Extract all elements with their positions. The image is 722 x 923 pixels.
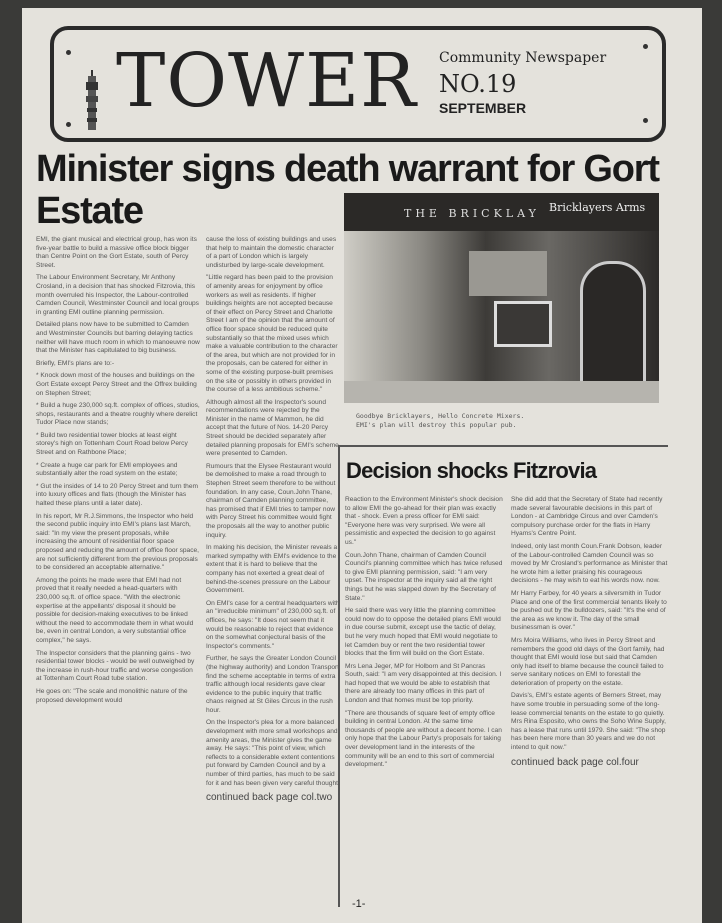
paragraph: The Inspector considers that the planning gains - two residential tower blocks - would be well outweighed by the increase in rush-hour traffic and worse congestion at Tottenham Court Road tube station.	[36, 649, 195, 683]
paragraph: "Little regard has been paid to the provision of amenity areas for enjoyment by office workers as well as residents. If higher buildings heights are not accepted because of their effect on Percy Street and Charlotte Street I am of the opinion that the amount of office floor space should be reduced quite substantially so that the mixed uses which make a valuable contribution to the character of the area, but which are not provided for in the proposals, can be catered for either in some of the existing purpose-built premises on the site or possibly in others provided in the course of a less ambitious scheme."	[206, 274, 338, 394]
pub-sign-left: THE BRICKLAY	[404, 207, 540, 220]
photo-caption	[356, 412, 524, 430]
pub-door	[580, 261, 646, 395]
paragraph: Detailed plans now have to be submitted to Camden and Westminster Councils but barring delaying tactics neither will have much room in which to manoeuvre now that the Minister has capitulated to big business.	[36, 321, 200, 355]
caption-line: Goodbye Bricklayers, Hello Concrete Mixers.	[356, 412, 525, 420]
continued-note: continued back page col.two	[206, 792, 333, 804]
masthead-subtitle: Community Newspaper	[439, 50, 607, 66]
paragraph: Indeed, only last month Coun.Frank Dobson, leader of the Labour-controlled Camden Council was so moved by Mr Crosland's performance as Minister that he wrote him a letter praising his courageous decisions - he may wish to eat his words now. now.	[511, 542, 668, 585]
pub-window	[494, 301, 552, 347]
paragraph: cause the loss of existing buildings and uses that help to maintain the domestic character of a part of London which is largely undisturbed by large-scale development.	[206, 236, 337, 269]
paragraph: * Gut the insides of 14 to 20 Percy Street and turn them into luxury offices and flats (though the Minister has halted these plans until a later date).	[36, 482, 199, 508]
paragraph: He goes on: "The scale and monolithic nature of the proposed development would	[36, 687, 188, 704]
rivet-dot	[643, 44, 648, 49]
paragraph: Mr Harry Farbey, for 40 years a silversmith in Tudor Place and one of the first commercial tenants likely to be pushed out by the bulldozers, said: "It's the end of the area as we know it. The day of the small businessman is over."	[511, 589, 667, 632]
pub-sign-right: Bricklayers Arms	[549, 201, 646, 214]
paragraph: Although almost all the Inspector's sound recommendations were rejected by the Minister in the name of Mammon, he did accept that the future of Nos. 14-20 Percy Street should be decided separately after detailed planning proposals for EMI's scheme were presented to Camden.	[206, 398, 339, 458]
paragraph: In making his decision, the Minister reveals a marked sympathy with EMI's evidence to the extent that it is hard to believe that the company has not exerted a great deal of behind-the-scenes pressure on the Labour Government.	[206, 544, 338, 595]
caption-line: EMI's plan will destroy this popular pub.	[356, 421, 517, 429]
paragraph: EMI, the giant musical and electrical group, has won its five-year battle to build a massive office block bigger than Centre Point on the Gort Estate, south of Percy Street.	[36, 236, 197, 269]
paragraph: Briefly, EMI's plans are to:-	[36, 359, 115, 367]
paragraph: "There are thousands of square feet of empty office building in central London. At the same time thousands of people are without a decent home. I can only hope that the Labour Party's proposals for taking over development land in the interests of the community will be an end to this sort of commercial development."	[345, 709, 502, 769]
paragraph: Coun.John Thane, chairman of Camden Council Council's planning committee which has twice refused to give EMI planning permission, said: "I am very upset. The inspector at the inquiry said all the right things but he was slapped down by the Secretary of State."	[345, 551, 503, 602]
issue-number: NO.19	[439, 70, 517, 98]
continued-note: continued back page col.four	[511, 756, 639, 768]
bt-tower-icon	[84, 70, 100, 130]
second-headline: Decision shocks Fitzrovia	[346, 458, 597, 483]
second-column-1	[345, 496, 505, 774]
paragraph: Further, he says the Greater London Council (the highway authority) and London Transport find the scheme acceptable in terms of extra traffic although local residents gave clear evidence to the public inquiry that traffic chaos reigned at St Giles Circus in the rush hour.	[206, 655, 340, 714]
masthead	[50, 26, 666, 142]
pavement	[344, 381, 659, 403]
paragraph: * Knock down most of the houses and buildings on the Gort Estate except Percy Street and the Offrex building on Stephen Street;	[36, 372, 197, 397]
paragraph: She did add that the Secretary of State had recently made several favourable decisions in this part of London - at Cambridge Circus and over Camden's compulsory purchase order for the flats in Harry Hyams's Centre Point.	[511, 496, 663, 538]
paragraph: Among the points he made were that EMI had not proved that it really needed a head-quarters with 230,000 sq.ft. of office space. "With the electronic expertise at the appellants' disposal it should be possible for decision-making executives to be linked without the need to accommodate them in what would be, even in central London, a very substantial office complex," he says.	[36, 576, 194, 644]
page-number: -1-	[352, 898, 366, 910]
paragraph: The Labour Environment Secretary, Mr Anthony Crosland, in a decision that has shocked Fitzrovia, this month overruled his Inspector, the Labour-controlled Camden Council, Westminster Council and local groups in granting EMI outline planning permission.	[36, 274, 199, 316]
paragraph: * Build two residential tower blocks at least eight storey's high on Tottenham Court Road below Percy Street and on Rathbone Place;	[36, 431, 188, 457]
lead-column-1	[36, 236, 200, 709]
paragraph: Davis's, EMI's estate agents of Berners Street, may have some trouble in persuading some of the long-lease commercial tenants on the estate to go quietly. Mrs Rina Esposito, who owns the Soho Wine Supply, has a lease that runs until 1979. She said: "The shop has been here more than 30 years and we do not intend to quit now."	[511, 692, 666, 752]
paragraph: * Create a huge car park for EMI employees and substantially alter the road system on the estate;	[36, 461, 178, 478]
pub-awning	[469, 251, 547, 296]
paragraph: * Build a huge 230,000 sq.ft. complex of offices, studios, shops, restaurants and a theatre roughly where derelict Tudor Place now stands;	[36, 402, 200, 427]
second-column-2	[511, 496, 669, 769]
paragraph: Mrs Moira Williams, who lives in Percy Street and remembers the good old days of the Gort family, had thought that EMI would lose but said that Camden only had itself to blame because the council failed to serve sanitary notices on EMI to forestall the deterioration of property on the estate.	[511, 636, 665, 687]
paragraph: Reaction to the Environment Minister's shock decision to allow EMI the go-ahead for their plan was exactly that - shock. Even a press officer for EMI said: "Everyone here was very surprised. We were all pessimistic and expected the decision to go against us."	[345, 496, 503, 546]
paragraph: In his report, Mr R.J.Simmons, the Inspector who held the second public inquiry into EMI's plans last March, said: "In my view the present proposals, while increasing the amount of residential floor space proposed and reducing the amount of office floor space, are not sufficiently different from the previous proposals to be considered an acceptable alternative."	[36, 512, 199, 572]
paragraph: Rumours that the Elysee Restaurant would be demolished to make a road through to Stephen Street seem therefore to be without foundation. In any case, Coun.John Thane, chairman of Camden planning committee, has promised that if EMI tries to tamper now with Percy Street his committee would fight the proposals all the way to another public inquiry.	[206, 462, 336, 539]
rivet-dot	[66, 50, 71, 55]
rivet-dot	[643, 118, 648, 123]
paragraph: Mrs Lena Jeger, MP for Holborn and St Pancras South, said: "I am very disappointed at this decision. I had hoped that we would be able to establish that there are already too many offices in this part of London and that homes must be top priority.	[345, 662, 502, 705]
lead-headline: Minister signs death warrant for Gort Estate	[36, 148, 659, 232]
pub-photo	[344, 193, 659, 403]
paragraph: On EMI's case for a central headquarters with an "irreducible minimum" of 230,000 sq.ft. of offices, he says: "It does not seem that it would be reasonable to reject that evidence on the somewhat conjectural basis of the Inspector's comments."	[206, 599, 340, 650]
issue-month: SEPTEMBER	[439, 100, 527, 116]
rivet-dot	[66, 122, 71, 127]
paragraph: He said there was very little the planning committee could now do to oppose the detailed plans EMI would in due course submit, except use the tactic of delay, but he very much hoped that EMI would negotiate to let Camden buy or rent the two residential tower blocks that the firm will build on the Gort Estate.	[345, 607, 501, 658]
paragraph: On the Inspector's plea for a more balanced development with more small workshops and amenity areas, the Minister gives the game away. He says: "This point of view, which reflects to a considerable extent contentions put forward by Camden Council and by a number of third parties, has much to be said for it and has been given very careful thought.	[206, 719, 340, 787]
masthead-title: TOWER	[116, 38, 417, 124]
lead-column-2	[206, 236, 340, 804]
